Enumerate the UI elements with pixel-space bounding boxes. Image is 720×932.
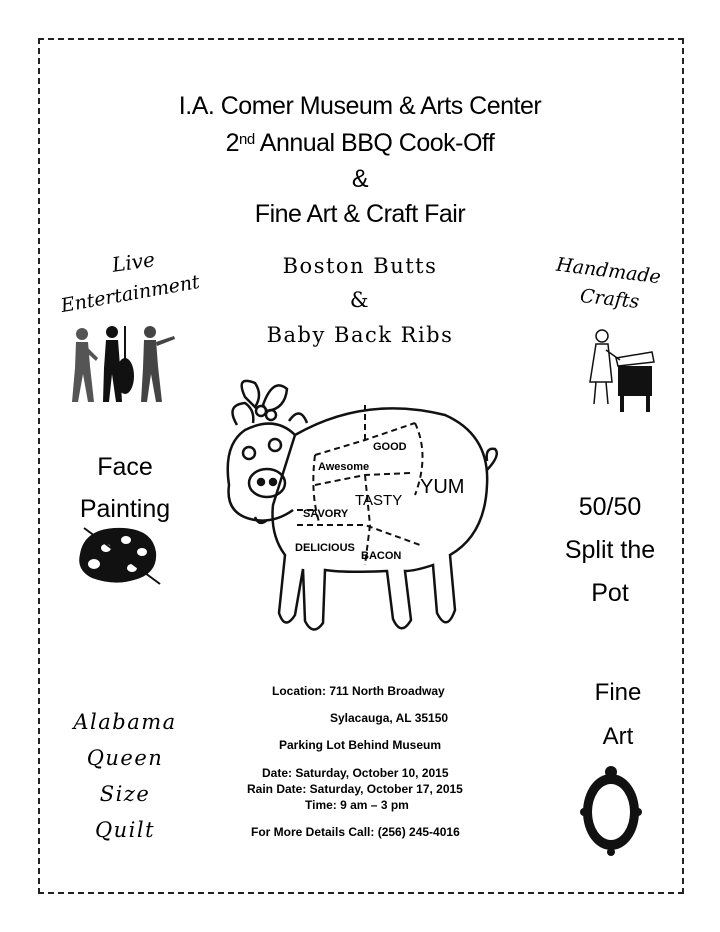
pig-label-good: GOOD	[373, 441, 407, 453]
quilt-line-3: Size	[99, 782, 151, 806]
time-text: Time: 9 am – 3 pm	[305, 798, 409, 812]
live-text: Live	[110, 247, 157, 277]
pig-illustration	[215, 375, 505, 640]
ornate-frame-icon	[578, 764, 644, 856]
city-text: Sylacauga, AL 35150	[330, 711, 449, 725]
title-fair: Fine Art & Craft Fair	[254, 200, 466, 228]
crafts-text: Crafts	[579, 284, 641, 314]
title-bbq: 2nd Annual BBQ Cook-Off	[225, 129, 495, 157]
split-the-text: Split the	[564, 536, 656, 564]
pig-label-savory: SAVORY	[303, 508, 349, 520]
date-text: Date: Saturday, October 10, 2015	[262, 766, 449, 780]
painting-text: Painting	[79, 495, 171, 523]
quilt-line-1: Alabama	[73, 710, 177, 734]
location-text: Location: 711 North Broadway	[272, 684, 445, 698]
pig-label-delicious: DELICIOUS	[295, 542, 355, 554]
quilt-line-4: Quilt	[94, 818, 156, 842]
fifty-fifty-text: 50/50	[578, 493, 642, 521]
handmade-text: Handmade	[555, 253, 663, 289]
details-phone-text: For More Details Call: (256) 245-4016	[251, 825, 460, 839]
pig-label-yum: YUM	[420, 476, 465, 498]
fine-text: Fine	[594, 679, 642, 706]
crafter-icon	[580, 322, 660, 417]
art-text: Art	[602, 723, 634, 750]
rain-date-text: Rain Date: Saturday, October 17, 2015	[247, 782, 463, 796]
amp-text: &	[349, 288, 371, 312]
title-museum: I.A. Comer Museum & Arts Center	[178, 92, 542, 120]
boston-butts-text: Boston Butts	[282, 254, 438, 278]
entertainment-text: Entertainment	[59, 270, 202, 318]
pot-text: Pot	[591, 579, 629, 607]
ribs-text: Baby Back Ribs	[266, 323, 454, 347]
pig-label-bacon: BACON	[361, 550, 402, 562]
pig-label-tasty: TASTY	[355, 492, 403, 509]
musicians-icon	[62, 318, 182, 408]
pig-label-awesome: Awesome	[318, 461, 370, 473]
quilt-line-2: Queen	[86, 746, 164, 770]
paint-palette-icon	[74, 524, 164, 588]
face-text: Face	[97, 453, 153, 481]
parking-text: Parking Lot Behind Museum	[279, 738, 442, 752]
title-ampersand: &	[351, 165, 369, 193]
